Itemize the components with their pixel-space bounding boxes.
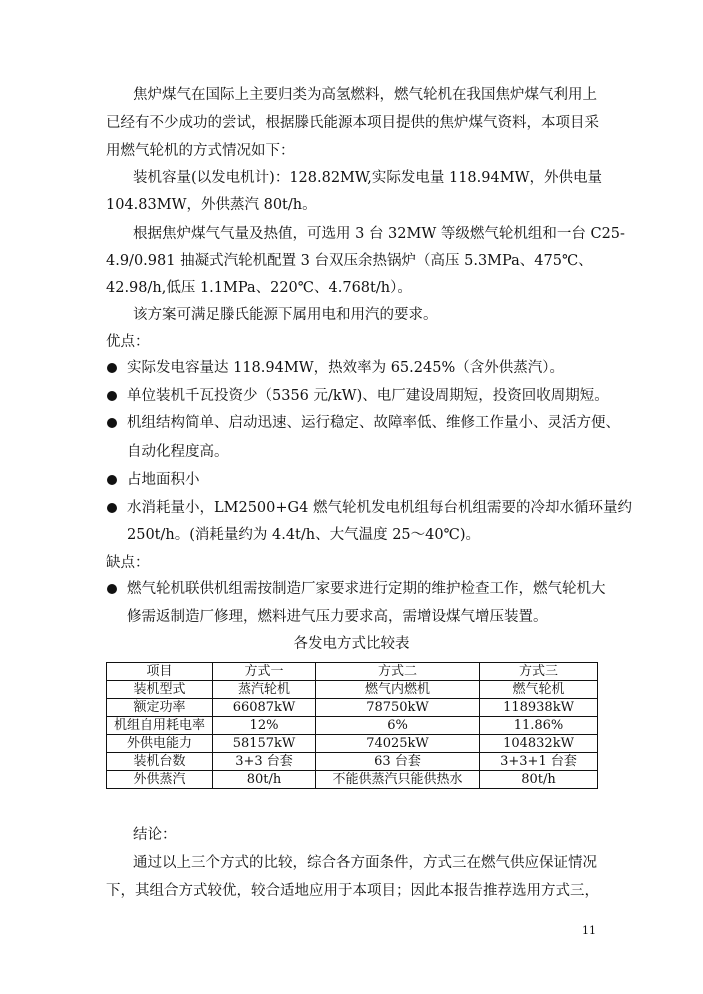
table-cell: 蒸汽轮机 [213, 681, 316, 699]
table-cell: 燃气轮机 [480, 681, 598, 699]
table-cell: 66087kW [213, 699, 316, 717]
table-cell: 6% [316, 717, 480, 735]
table-row [107, 699, 598, 717]
table-cell: 12% [213, 717, 316, 735]
bullet-icon [107, 418, 117, 428]
paragraph-1-line-1: 焦炉煤气在国际上主要归类为高氢燃料，燃气轮机在我国焦炉煤气利用上 [133, 87, 597, 103]
advantage-item-1: 实际发电容量达 118.94MW，热效率为 65.245%（含外供蒸汽）。 [127, 360, 564, 376]
paragraph-3-line-1: 根据焦炉煤气气量及热值，可选用 3 台 32MW 等级燃气轮机组和一台 C25- [133, 226, 625, 242]
table-cell: 外供蒸汽 [107, 771, 213, 789]
table-cell: 装机台数 [107, 753, 213, 771]
disadvantages-heading: 缺点： [106, 555, 150, 571]
paragraph-1-line-3: 用燃气轮机的方式情况如下： [106, 143, 295, 159]
advantages-heading: 优点： [106, 334, 150, 350]
advantage-item-4: 占地面积小 [127, 472, 200, 488]
advantage-item-2: 单位装机千瓦投资少（5356 元/kW)、电厂建设周期短，投资回收周期短。 [127, 388, 609, 404]
paragraph-1-line-2: 已经有不少成功的尝试，根据滕氏能源本项目提供的焦炉煤气资料，本项目采 [106, 115, 599, 131]
table-row [107, 771, 598, 789]
table-cell: 104832kW [480, 735, 598, 753]
table-cell: 不能供蒸汽只能供热水 [316, 771, 480, 789]
table-row [107, 753, 598, 771]
bullet-icon [107, 391, 117, 401]
paragraph-3-line-2: 4.9/0.981 抽凝式汽轮机配置 3 台双压余热锅炉（高压 5.3MPa、475℃、 [106, 253, 593, 269]
bullet-icon [107, 503, 117, 513]
table-cell: 额定功率 [107, 699, 213, 717]
table-cell: 78750kW [316, 699, 480, 717]
bullet-icon [107, 363, 117, 373]
table-cell: 装机型式 [107, 681, 213, 699]
paragraph-4: 该方案可满足滕氏能源下属用电和用汽的要求。 [133, 307, 438, 323]
table-cell: 11.86% [480, 717, 598, 735]
table-cell: 58157kW [213, 735, 316, 753]
conclusion-heading: 结论： [133, 827, 177, 843]
table-cell: 外供电能力 [107, 735, 213, 753]
paragraph-2-line-1: 装机容量(以发电机计)：128.82MW,实际发电量 118.94MW，外供电量 [133, 170, 602, 186]
table-cell: 燃气内燃机 [316, 681, 480, 699]
conclusion-line-2: 下，其组合方式较优，较合适地应用于本项目；因此本报告推荐选用方式三， [106, 883, 599, 899]
table-header-row [107, 663, 598, 681]
table-cell: 80t/h [480, 771, 598, 789]
table-row [107, 717, 598, 735]
table-cell: 118938kW [480, 699, 598, 717]
bullet-icon [107, 475, 117, 485]
table-caption: 各发电方式比较表 [293, 636, 410, 652]
table-cell: 3+3 台套 [213, 753, 316, 771]
table-cell: 80t/h [213, 771, 316, 789]
advantage-item-5-line-1: 水消耗量小，LM2500+G4 燃气轮机发电机组每台机组需要的冷却水循环量约 [127, 500, 632, 516]
table-header-cell: 方式一 [213, 663, 316, 681]
table-header-cell: 方式二 [316, 663, 480, 681]
table-row [107, 681, 598, 699]
paragraph-3-line-3: 42.98/h,低压 1.1MPa、220℃、4.768t/h）。 [106, 280, 412, 296]
paragraph-2-line-2: 104.83MW，外供蒸汽 80t/h。 [106, 197, 317, 213]
table-cell: 74025kW [316, 735, 480, 753]
advantage-item-5-line-2: 250t/h。(消耗量约为 4.4t/h、大气温度 25～40℃)。 [127, 527, 480, 543]
comparison-table [106, 662, 598, 789]
table-header-cell: 方式三 [480, 663, 598, 681]
advantage-item-3-line-1: 机组结构简单、启动迅速、运行稳定、故障率低、维修工作量小、灵活方便、 [127, 415, 620, 431]
table-row [107, 735, 598, 753]
disadvantage-item-1-line-2: 修需返制造厂修理，燃料进气压力要求高，需增设煤气增压装置。 [127, 609, 548, 625]
table-header-cell: 项目 [107, 663, 213, 681]
table-cell: 机组自用耗电率 [107, 717, 213, 735]
conclusion-line-1: 通过以上三个方式的比较，综合各方面条件，方式三在燃气供应保证情况 [133, 855, 597, 871]
table-cell: 3+3+1 台套 [480, 753, 598, 771]
page-number: 11 [582, 924, 596, 937]
advantage-item-3-line-2: 自动化程度高。 [127, 444, 229, 460]
disadvantage-item-1-line-1: 燃气轮机联供机组需按制造厂家要求进行定期的维护检查工作，燃气轮机大 [127, 581, 606, 597]
bullet-icon [107, 584, 117, 594]
table-cell: 63 台套 [316, 753, 480, 771]
